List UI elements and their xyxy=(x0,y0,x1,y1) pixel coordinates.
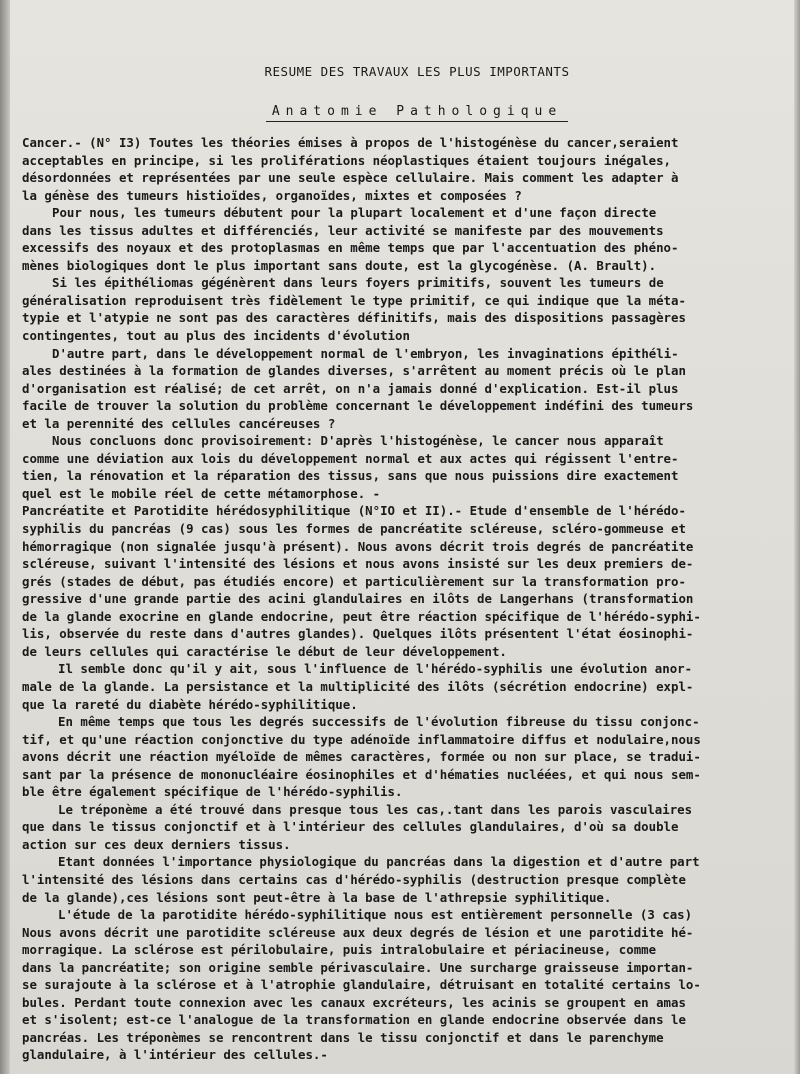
text-line: sant par la présence de mononucléaire éosinophiles et d'hématies nucléées, et qui nous sem- xyxy=(22,766,701,782)
section-heading-text: Anatomie Pathologique xyxy=(266,104,568,122)
text-line: Il semble donc qu'il y ait, sous l'influence de l'hérédo-syphilis une évolution anor- xyxy=(58,661,693,677)
text-line: Nous avons décrit une parotidite scléreuse aux deux degrés de lésion et une parotidite hé- xyxy=(22,924,694,940)
text-line: glandulaire, à l'intérieur des cellules.- xyxy=(22,1047,328,1063)
text-line: contingentes, tout au plus des incidents d'évolution xyxy=(22,328,410,344)
text-line: syphilis du pancréas (9 cas) sous les formes de pancréatite scléreuse, scléro-gommeuse et xyxy=(22,521,686,537)
text-line: se surajoute à la sclérose et à l'atrophie glandulaire, détruisant en totalité certains lo- xyxy=(22,977,701,993)
text-line: quel est le mobile réel de cette métamorphose. - xyxy=(22,485,381,501)
text-line: avons décrit une réaction myéloïde de mêmes caractères, formée ou non sur place, se tradui- xyxy=(22,749,701,765)
section-heading xyxy=(22,104,772,122)
text-line: que la rareté du diabète hérédo-syphilitique. xyxy=(22,696,358,712)
text-line: et la perennité des cellules cancéreuses ? xyxy=(22,415,336,431)
text-line: dans les tissus adultes et différenciés, leur activité se manifeste par des mouvements xyxy=(22,222,664,238)
text-line: Pancréatite et Parotidite hérédosyphilitique (N°IO et II).- Etude d'ensemble de l'hérédo- xyxy=(22,503,686,519)
text-line: de la glande),ces lésions sont peut-être à la base de l'athrepsie syphilitique. xyxy=(22,889,612,905)
text-line: mènes biologiques dont le plus important sans doute, est la glycogénèse. (A. Brault). xyxy=(22,257,657,273)
text-line: dans la pancréatite; son origine semble périvasculaire. Une surcharge graisseuse importan- xyxy=(22,959,694,975)
text-line: tien, la rénovation et la réparation des tissus, sans que nous puissions dire exactement xyxy=(22,468,679,484)
text-line: hémorragique (non signalée jusqu'à présent). Nous avons décrit trois degrés de pancréatite xyxy=(22,538,694,554)
text-line: et s'isolent; est-ce l'analogue de la transformation en glande endocrine observée dans le xyxy=(22,1012,686,1028)
text-line: D'autre part, dans le développement normal de l'embryon, les invaginations épithéli- xyxy=(52,345,679,361)
text-line: d'organisation est réalisé; de cet arrêt, on n'a jamais donné d'explication. Est-il plus xyxy=(22,380,679,396)
text-line: L'étude de la parotidite hérédo-syphilitique nous est entièrement personnelle (3 cas) xyxy=(58,907,693,923)
text-line: généralisation reproduisent très fidèlement le type primitif, ce qui indique que la méta- xyxy=(22,292,686,308)
text-line: Le tréponème a été trouvé dans presque tous les cas,.tant dans les parois vasculaires xyxy=(58,801,693,817)
text-line: En même temps que tous les degrés successifs de l'évolution fibreuse du tissu conjonc- xyxy=(58,714,700,730)
text-line: de leurs cellules qui caractérise le début de leur développement. xyxy=(22,643,507,659)
page-left-shadow xyxy=(0,0,10,1074)
text-line: acceptables en principe, si les proliférations néoplastiques étaient toujours inégales, xyxy=(22,152,672,168)
text-line: pancréas. Les tréponèmes se rencontrent dans le tissu conjonctif et dans le parenchyme xyxy=(22,1029,664,1045)
text-line: bules. Perdant toute connexion avec les canaux excréteurs, les acinis se groupent en amas xyxy=(22,994,686,1010)
text-line: scléreuse, suivant l'intensité des lésions et nous avons insisté sur les deux premiers de- xyxy=(22,556,694,572)
text-line: Si les épithéliomas gégénèrent dans leurs foyers primitifs, souvent les tumeurs de xyxy=(52,275,664,291)
text-line: Nous concluons donc provisoirement: D'après l'histogénèse, le cancer nous apparaît xyxy=(52,433,664,449)
text-line: excessifs des noyaux et des protoplasmas en même temps que par l'accentuation des phéno- xyxy=(22,240,679,256)
text-line: comme une déviation aux lois du développement normal et aux actes qui régissent l'entre- xyxy=(22,450,679,466)
text-line: ales destinées à la formation de glandes diverses, s'arrêtent au moment précis où le plan xyxy=(22,363,686,379)
text-line: de la glande exocrine en glande endocrine, peut être réaction spécifique de l'hérédo-syphi- xyxy=(22,608,701,624)
text-line: action sur ces deux derniers tissus. xyxy=(22,836,291,852)
page-right-shadow xyxy=(794,0,800,1074)
text-line: désordonnées et représentées par une seule espèce cellulaire. Mais comment les adapter à xyxy=(22,170,679,186)
text-line: tif, et qu'une réaction conjonctive du type adénoïde inflammatoire diffus et nodulaire,nous xyxy=(22,731,701,747)
text-line: typie et l'atypie ne sont pas des caractères définitifs, mais des dispositions passagères xyxy=(22,310,686,326)
text-line: grés (stades de début, pas étudiés encore) et particulièrement sur la transformation pro- xyxy=(22,573,686,589)
text-line: lis, observée du reste dans d'autres glandes). Quelques ilôts présentent l'état éosinophi- xyxy=(22,626,694,642)
text-line: male de la glande. La persistance et la multiplicité des ilôts (sécrétion endocrine) expl- xyxy=(22,678,694,694)
text-line: l'intensité des lésions dans certains cas d'hérédo-syphilis (destruction presque complète xyxy=(22,871,686,887)
text-line: Pour nous, les tumeurs débutent pour la plupart localement et d'une façon directe xyxy=(52,205,657,221)
document-title: RESUME DES TRAVAUX LES PLUS IMPORTANTS xyxy=(264,64,570,79)
document-body xyxy=(22,134,772,1064)
text-line: la génèse des tumeurs histioïdes, organoïdes, mixtes et composées ? xyxy=(22,187,522,203)
text-line: Cancer.- (N° I3) Toutes les théories émises à propos de l'histogénèse du cancer,seraient xyxy=(22,135,679,150)
text-line: Etant données l'importance physiologique du pancréas dans la digestion et d'autre part xyxy=(58,854,700,870)
text-line: ble être également spécifique de l'hérédo-syphilis. xyxy=(22,784,403,800)
text-line: que dans le tissus conjonctif et à l'intérieur des cellules glandulaires, d'où sa double xyxy=(22,819,679,835)
text-line: facile de trouver la solution du problème concernant le développement indéfini des tumeurs xyxy=(22,398,694,414)
text-line: gressive d'une grande partie des acini glandulaires en ilôts de Langerhans (transformation xyxy=(22,591,694,607)
text-line: morragique. La sclérose est périlobulaire, puis intralobulaire et périacineuse, comme xyxy=(22,942,657,958)
